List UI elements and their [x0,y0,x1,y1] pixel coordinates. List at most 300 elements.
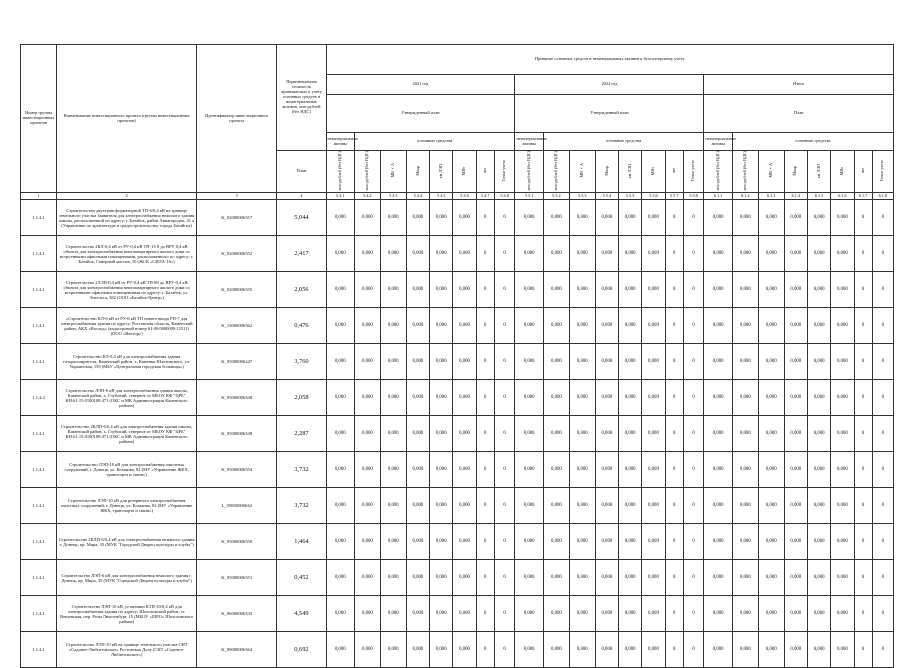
value-2021: 0,000 [354,488,380,524]
value-2022: 0,000 [595,452,618,488]
value-2022: 0 [665,200,683,236]
value-total: 0,000 [704,416,732,452]
value-2021: 0,000 [380,560,406,596]
value-2021: 0,000 [354,632,380,668]
value-total: 0,000 [704,200,732,236]
value-total: 0,000 [784,200,807,236]
row-project-name: «Строительство КЛ-6 кВ от РУ-6 кВ ТП нового ввода РП-7 для электроснабжения здания по адресу: Ростовская область, Каменский район, АКХ «Восход» (кадастровый номер 61:00:0000000:12511) (ООО «Вектор») [57,308,197,344]
column-number: 5.5.7 [665,193,683,200]
value-total: 0,000 [732,452,758,488]
value-total: 0,000 [704,452,732,488]
value-2021: 0,000 [406,452,429,488]
value-2021: 0 [494,524,515,560]
value-total: 0,000 [732,272,758,308]
value-total: 0 [872,452,893,488]
value-2021: 0,000 [380,488,406,524]
value-2021: 0 [494,452,515,488]
header-unit [732,151,758,193]
header-status-1: Утвержденный план [515,95,704,133]
value-2021: 0,000 [354,200,380,236]
vertical-label: МВ×А [389,163,395,179]
value-2022: 0,000 [619,308,642,344]
vertical-label: шт [859,168,865,174]
column-number: 5.4.4 [406,193,429,200]
row-group-number: 1.1.4.1 [21,308,57,344]
value-2022: 0,000 [569,560,595,596]
value-total: 0,000 [732,308,758,344]
value-total: 0,000 [784,560,807,596]
value-total: 0,000 [784,380,807,416]
row-initial-cost: 2,417 [277,236,326,272]
table-row [21,632,894,668]
value-2022: 0,000 [569,308,595,344]
column-number: 3 [197,193,277,200]
value-2021: 0 [494,272,515,308]
vertical-label: МВ×А [767,163,773,179]
value-2022: 0,000 [543,560,569,596]
column-number: 5.5.3 [569,193,595,200]
value-total: 0,000 [831,560,854,596]
value-2022: 0,000 [515,488,543,524]
vertical-label: Точки учета [879,160,885,182]
value-2022: 0,000 [515,236,543,272]
value-total: 0 [854,308,872,344]
value-2022: 0,000 [569,488,595,524]
header-unit [354,151,380,193]
row-project-name: Строительство ЛЭП-10 кВ, установки КТП-10/0,4 кВ для электроснабжения здания по адресу: Шолоховский район, ст. Вешенская, пер. Розы Люксембург, 15 (МБОУ «ШРО» Шолоховского района) [57,596,197,632]
row-group-number: 1.1.4.1 [21,416,57,452]
header-unit [642,151,665,193]
value-2022: 0,000 [642,524,665,560]
value-2021: 0,000 [380,452,406,488]
value-2022: 0,000 [642,308,665,344]
value-2021: 0,000 [430,380,453,416]
value-2021: 0,000 [453,272,476,308]
value-total: 0,000 [758,308,784,344]
value-total: 0,000 [784,524,807,560]
value-2021: 0,000 [453,200,476,236]
investment-table [20,44,894,668]
value-2021: 0 [476,452,494,488]
value-2022: 0,000 [595,344,618,380]
header-unit [515,151,543,193]
value-2021: 0,000 [326,524,354,560]
value-2021: 0 [476,308,494,344]
value-2022: 0,000 [619,380,642,416]
value-total: 0,000 [831,236,854,272]
header-status-0: Утвержденный план [326,95,515,133]
value-2021: 0 [476,488,494,524]
value-2022: 0 [683,416,704,452]
value-2022: 0,000 [595,236,618,272]
column-number: 5.5.5 [619,193,642,200]
value-2021: 0,000 [453,380,476,416]
column-number: 6.1.6 [831,193,854,200]
value-total: 0,000 [758,272,784,308]
header-year-0: 2021 год [326,75,515,95]
value-2022: 0,000 [619,488,642,524]
value-total: 0,000 [831,596,854,632]
value-2021: 0,000 [354,560,380,596]
header-fixed-assets: основные средства [543,133,703,151]
vertical-label: Точки учета [690,160,696,182]
value-total: 0,000 [758,560,784,596]
value-2021: 0,000 [453,632,476,668]
row-project-id: L_05000006634 [197,488,277,524]
value-2021: 0 [476,344,494,380]
vertical-label: км ЛЭП [815,163,821,178]
header-unit [380,151,406,193]
value-2022: 0,000 [515,524,543,560]
value-total: 0 [854,596,872,632]
value-2022: 0 [665,380,683,416]
value-2022: 0 [665,560,683,596]
value-2022: 0 [665,524,683,560]
value-2021: 0,000 [326,200,354,236]
column-number: 6.1.3 [758,193,784,200]
value-total: 0,000 [758,200,784,236]
header-unit [595,151,618,193]
value-2021: 0,000 [406,236,429,272]
value-2021: 0,000 [453,236,476,272]
row-project-id: K_05000006247 [197,344,277,380]
value-2022: 0,000 [569,524,595,560]
value-total: 0,000 [807,272,830,308]
header-unit [430,151,453,193]
vertical-label: МВ×А [578,163,584,179]
value-total: 0,000 [807,380,830,416]
value-2022: 0 [683,560,704,596]
value-total: 0,000 [732,560,758,596]
value-2021: 0,000 [354,524,380,560]
table-row [21,416,894,452]
value-2021: 0 [476,416,494,452]
value-2022: 0,000 [595,632,618,668]
value-2021: 0,000 [326,560,354,596]
vertical-label: МВт [461,166,467,175]
value-2021: 0 [494,200,515,236]
value-2021: 0,000 [354,416,380,452]
value-2021: 0 [494,344,515,380]
column-number: 4 [277,193,326,200]
table-row [21,380,894,416]
value-2022: 0,000 [515,272,543,308]
row-project-name: Строительство 2КЛП-6/0,4 кВ для электроснабжения здания школы, Каменский район, х. Глубокий, северное от МБОУ КФ "ЦРБ" КН:61:15:0100108:471 (ОКС и МК Администрации Каменского района) [57,416,197,452]
value-total: 0,000 [704,596,732,632]
vertical-label: млн рублей (без НДС) [714,151,720,191]
value-2021: 0,000 [430,524,453,560]
column-number: 5.5.2 [543,193,569,200]
value-total: 0 [854,416,872,452]
value-2021: 0,000 [354,380,380,416]
column-number: 6.1.4 [784,193,807,200]
column-number: 5.5.6 [642,193,665,200]
value-2021: 0,000 [406,632,429,668]
value-2022: 0,000 [569,452,595,488]
value-2021: 0,000 [430,488,453,524]
row-project-name: Строительство 2ЛЭП-0,4 кВ от РУ-0,4 кВ ТП-80 до ВРУ-0,4 кВ объекта для электроснабжения многоквартирного жилого дома со встроенными офисными помещениями по адресу: г. Батайск, ул. Энгельса, 382 (ООО «Батайск-Центр») [57,272,197,308]
value-2022: 0,000 [515,308,543,344]
value-2022: 0,000 [543,524,569,560]
row-group-number: 1.1.4.1 [21,560,57,596]
value-total: 0,000 [807,560,830,596]
row-project-name: Строительство ЛЭП-10 кВ для резервного электроснабжения очистных сооружений, г. Донецк, ул. Козакова, 82 (МУ «Управление ЖКХ, транспорта и связи») [57,488,197,524]
vertical-label: МВт [839,166,845,175]
row-initial-cost: 3,760 [277,344,326,380]
header-year-1: 2022 год [515,75,704,95]
table-row [21,560,894,596]
row-group-number: 1.1.4.1 [21,272,57,308]
row-initial-cost: 1,464 [277,524,326,560]
value-2022: 0,000 [642,380,665,416]
value-2022: 0,000 [642,236,665,272]
value-2022: 0,000 [595,596,618,632]
header-intangible: нематериальные активы [326,133,354,151]
header-unit [758,151,784,193]
value-2021: 0,000 [406,416,429,452]
value-2021: 0,000 [453,596,476,632]
value-total: 0,000 [807,452,830,488]
value-2022: 0 [683,488,704,524]
value-total: 0 [872,308,893,344]
header-unit [831,151,854,193]
vertical-label: км ЛЭП [626,163,632,178]
value-2022: 0,000 [543,308,569,344]
value-2021: 0,000 [430,344,453,380]
value-2022: 0,000 [642,416,665,452]
column-number: 5.4.3 [380,193,406,200]
table-row [21,272,894,308]
table-row [21,596,894,632]
value-total: 0,000 [784,452,807,488]
value-2022: 0,000 [619,416,642,452]
value-total: 0,000 [732,344,758,380]
column-number: 5.5.4 [595,193,618,200]
value-2021: 0 [494,560,515,596]
value-total: 0 [854,236,872,272]
value-2021: 0 [494,308,515,344]
value-total: 0,000 [732,200,758,236]
value-2021: 0 [476,236,494,272]
value-2022: 0,000 [595,200,618,236]
value-total: 0,000 [758,236,784,272]
value-total: 0,000 [807,416,830,452]
value-total: 0,000 [807,308,830,344]
value-total: 0,000 [758,416,784,452]
table-row [21,452,894,488]
value-total: 0 [854,272,872,308]
value-2022: 0,000 [619,560,642,596]
value-2021: 0,000 [380,200,406,236]
value-total: 0,000 [758,380,784,416]
value-total: 0,000 [831,200,854,236]
column-number: 5.4.1 [326,193,354,200]
value-total: 0,000 [784,236,807,272]
value-2022: 0,000 [642,596,665,632]
value-total: 0,000 [704,524,732,560]
column-number: 6.1.2 [732,193,758,200]
value-total: 0,000 [784,632,807,668]
column-number: 5.4.7 [476,193,494,200]
value-2021: 0,000 [406,308,429,344]
value-2022: 0 [683,524,704,560]
value-2022: 0 [683,452,704,488]
value-2022: 0,000 [515,596,543,632]
value-2021: 0,000 [380,596,406,632]
header-unit [854,151,872,193]
column-number: 5.4.5 [430,193,453,200]
value-2022: 0,000 [569,344,595,380]
value-total: 0,000 [732,380,758,416]
table-row [21,524,894,560]
value-total: 0 [872,200,893,236]
header-unit [807,151,830,193]
value-2022: 0,000 [569,272,595,308]
value-2022: 0,000 [642,632,665,668]
value-2022: 0,000 [642,200,665,236]
table-header [21,45,894,200]
row-project-id: K_06000006333 [197,596,277,632]
value-2021: 0,000 [430,272,453,308]
vertical-label: Мвар [792,165,798,176]
value-2022: 0 [665,308,683,344]
vertical-label: Мвар [603,165,609,176]
value-2022: 0 [665,452,683,488]
table-row [21,488,894,524]
row-project-name: Строительство ЛЭП-6 кВ для электроснабжения здания школы, Каменский район, х. Глубокий, северное от МБОУ КФ "ЦРБ" КН:61:15:0100108:471 (ОКС и МК Администрации Каменского района) [57,380,197,416]
value-2022: 0,000 [642,452,665,488]
vertical-label: млн рублей (без НДС) [336,151,342,191]
value-total: 0,000 [784,488,807,524]
value-2022: 0,000 [619,344,642,380]
value-2022: 0,000 [619,524,642,560]
row-initial-cost: 2,056 [277,272,326,308]
value-2022: 0 [665,632,683,668]
value-2022: 0,000 [569,416,595,452]
header-unit [665,151,683,193]
column-number: 2 [57,193,197,200]
header-project-id: Идентификатор инвестиционного проекта [197,45,277,193]
value-total: 0,000 [831,380,854,416]
table-body [21,200,894,668]
value-2022: 0,000 [595,524,618,560]
value-2022: 0 [683,632,704,668]
value-2021: 0 [476,632,494,668]
value-2021: 0,000 [326,344,354,380]
row-project-id: K_05000006354 [197,452,277,488]
value-2021: 0,000 [380,308,406,344]
value-2022: 0,000 [595,272,618,308]
value-total: 0,000 [758,632,784,668]
table-row [21,344,894,380]
row-project-name: Строительство ЛЭП-10 кВ на границе земельного участка СНТ «Садовое-Любительское» Ростовская Долу (СНТ «Садовое-Любительское») [57,632,197,668]
value-2022: 0 [665,236,683,272]
value-total: 0 [854,524,872,560]
row-group-number: 1.1.4.1 [21,452,57,488]
column-number: 6.1.8 [872,193,893,200]
header-unit [619,151,642,193]
row-group-number: 1.1.4.1 [21,200,57,236]
value-2022: 0 [665,488,683,524]
header-unit [494,151,515,193]
value-total: 0 [854,200,872,236]
value-total: 0 [872,272,893,308]
value-total: 0,000 [784,308,807,344]
value-total: 0 [872,632,893,668]
value-2021: 0,000 [380,380,406,416]
table-row [21,200,894,236]
row-group-number: 1.1.4.1 [21,236,57,272]
row-initial-cost: 0,692 [277,632,326,668]
value-total: 0 [854,344,872,380]
value-2022: 0,000 [569,596,595,632]
row-group-number: 1.1.4.1 [21,344,57,380]
value-2021: 0 [494,236,515,272]
value-2022: 0,000 [595,488,618,524]
value-2021: 0,000 [430,308,453,344]
vertical-label: млн рублей (без НДС) [525,151,531,191]
value-2021: 0,000 [326,272,354,308]
value-2021: 0,000 [354,308,380,344]
header-unit [543,151,569,193]
value-total: 0,000 [831,488,854,524]
row-project-id: K_09000006364 [197,632,277,668]
value-2022: 0 [683,236,704,272]
value-2021: 0,000 [354,272,380,308]
value-2022: 0,000 [569,380,595,416]
header-intangible: нематериальные активы [515,133,543,151]
row-group-number: 1.1.4.2 [21,380,57,416]
value-2021: 0 [494,416,515,452]
header-project-name: Наименование инвестиционного проекта (группы инвестиционных проектов) [57,45,197,193]
value-2021: 0,000 [430,236,453,272]
column-number: 5.4.6 [453,193,476,200]
value-total: 0,000 [784,272,807,308]
header-unit [784,151,807,193]
value-2021: 0,000 [326,596,354,632]
value-total: 0,000 [831,272,854,308]
row-project-id: K_05000006350 [197,524,277,560]
value-total: 0,000 [784,596,807,632]
value-2021: 0,000 [380,524,406,560]
value-2021: 0,000 [354,236,380,272]
value-2021: 0 [476,560,494,596]
row-initial-cost: 3,732 [277,452,326,488]
value-2022: 0,000 [543,344,569,380]
value-total: 0,000 [807,596,830,632]
vertical-label: шт [481,168,487,174]
value-2022: 0,000 [619,200,642,236]
value-total: 0,000 [831,452,854,488]
value-total: 0 [854,632,872,668]
row-group-number: 1.1.4.1 [21,488,57,524]
value-2021: 0,000 [406,560,429,596]
value-2022: 0,000 [515,200,543,236]
value-total: 0,000 [732,524,758,560]
value-2021: 0 [476,524,494,560]
row-project-id: K_05000006351 [197,560,277,596]
value-2021: 0 [476,380,494,416]
value-2022: 0,000 [543,380,569,416]
row-project-id: K_13000006362 [197,308,277,344]
value-2021: 0,000 [406,380,429,416]
value-2021: 0,000 [430,632,453,668]
value-2021: 0,000 [326,632,354,668]
value-2022: 0,000 [543,236,569,272]
value-2022: 0,000 [595,560,618,596]
value-total: 0,000 [704,488,732,524]
table-row [21,308,894,344]
